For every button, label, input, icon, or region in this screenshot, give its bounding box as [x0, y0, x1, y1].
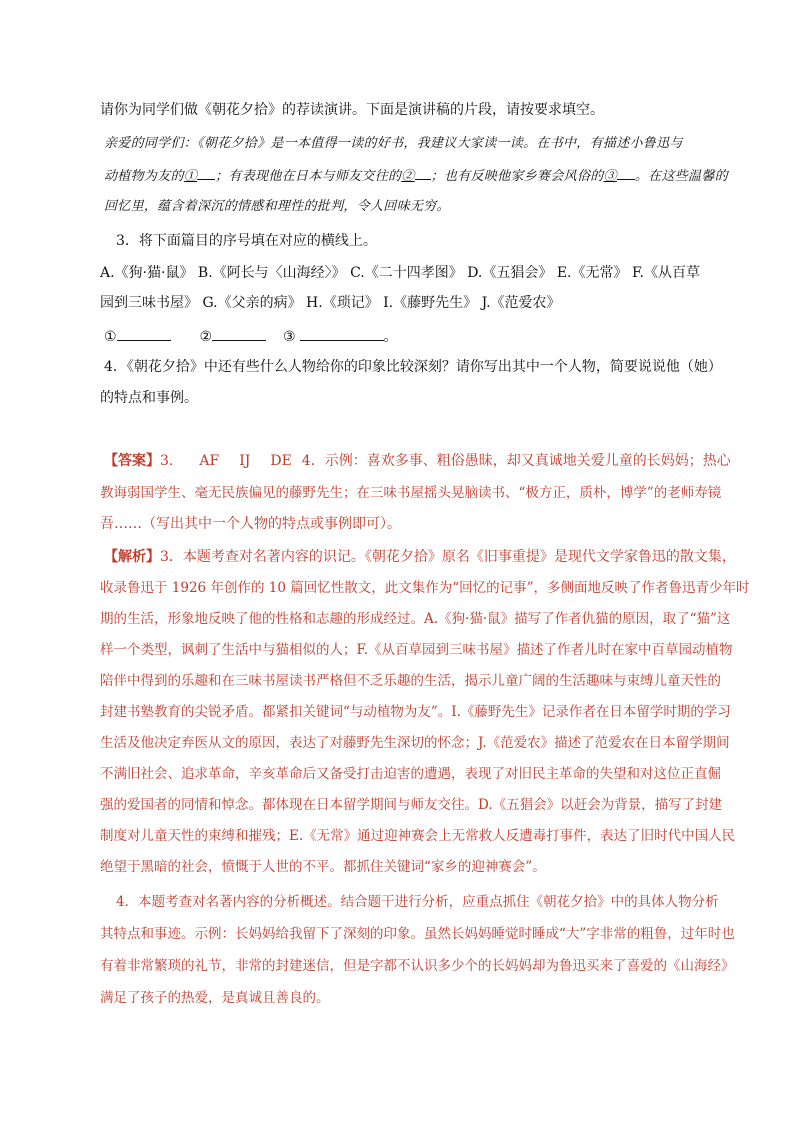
analysis-line-10: 制度对儿童天性的束缚和摧残；E.《无常》通过迎神赛会上无常救人反遭毒打事件，表达了旧时代中国人民 [100, 828, 736, 844]
answer-blank-2[interactable] [212, 326, 266, 341]
analysis-line-4: 样一个类型，讽刺了生活中与猫相似的人；F.《从百草园到三味书屋》描述了作者儿时在家中百草园动植物 [100, 642, 733, 658]
speech-text: ；有表现他在日本与师友交往的 [215, 169, 402, 184]
speech-blank-1 [197, 165, 215, 180]
question-3-blanks [104, 326, 398, 346]
analysis2-line-4: 满足了孩子的热爱，是真诚且善良的。 [100, 990, 330, 1006]
analysis-line-1 [104, 548, 736, 566]
speech-text: 动植物为友的 [104, 169, 184, 184]
question-3-options-1: A.《狗·猫·鼠》 B.《阿长与〈山海经〉》 C.《二十四孝图》 D.《五猖会》 E.《无常》 F.《从百草 [100, 265, 700, 281]
answer-2: IJ [239, 453, 251, 469]
analysis-line-8: 不满旧社会、追求革命，辛亥革命后又备受打击迫害的遭遇，表现了对旧民主革命的失望和对这位正直倔 [100, 766, 721, 782]
blank-marker-1: ① [183, 169, 198, 184]
analysis-line-3: 期的生活，形象地反映了他的性格和志趣的形成经过。A.《狗·猫·鼠》描写了作者仇猫的原因，取了“猫”这 [100, 611, 731, 627]
analysis-line-6: 封建书塾教育的尖锐矛盾。都紧扣关键词“与动植物为友”。I.《藤野先生》记录作者在日本留学时期的学习 [100, 704, 731, 720]
answer-line-1 [104, 452, 731, 470]
analysis-line-9: 强的爱国者的同情和悼念。都体现在日本留学期间与师友交往。D.《五猖会》以赶会为背景，描写了封建 [100, 797, 723, 813]
analysis2-line-3: 有着非常繁琐的礼节，非常的封建迷信，但是字都不认识多少个的长妈妈却为鲁迅买来了喜爱的《山海经》 [100, 958, 735, 974]
blank-label-1: ① [104, 329, 117, 345]
blank-label-3: ③ [282, 329, 296, 345]
blank-marker-3: ③ [603, 169, 617, 184]
analysis-line-11: 绝望于黑暗的社会，愤慨于人世的不平。都抓住关键词“家乡的迎神赛会”。 [100, 859, 546, 875]
analysis-line-7: 生活及他决定弃医从文的原因，表达了对藤野先生深切的怀念；J.《范爱农》描述了范爱农在日本留学期间 [100, 735, 730, 751]
speech-blank-2 [415, 165, 431, 180]
answer-line-3: 吾……（写出其中一个人物的特点或事例即可）。 [100, 516, 401, 532]
speech-text: ；也有反映他家乡赛会风俗的 [430, 169, 604, 184]
speech-line-1: 亲爱的同学们：《朝花夕拾》是一本值得一读的好书，我建议大家读一读。在书中，有描述小鲁迅与 [104, 136, 683, 151]
answer-4-text: 4．示例：喜欢多事、粗俗愚昧，却又真诚地关爱儿童的长妈妈；热心 [301, 453, 731, 469]
question-3-options-2: 园到三味书屋》 G.《父亲的病》 H.《琐记》 I.《藤野先生》 J.《范爱农》 [100, 295, 561, 311]
answer-blank-1[interactable] [117, 326, 171, 341]
answer-blank-3[interactable] [300, 326, 384, 341]
answer-tag: 【答案】 [104, 453, 160, 469]
question-3-title: 3．将下面篇目的序号填在对应的横线上。 [116, 233, 377, 249]
analysis2-line-1: 4．本题考查对名著内容的分析概述。结合题干进行分析，应重点抓住《朝花夕拾》中的具体人物分析 [116, 894, 719, 910]
question-4-line-2: 的特点和事例。 [100, 390, 198, 406]
blanks-end: 。 [383, 329, 398, 345]
analysis-text: 3．本题考查对名著内容的识记。《朝花夕拾》原名《旧事重提》是现代文学家鲁迅的散文集， [160, 549, 736, 565]
analysis-line-5: 陪伴中得到的乐趣和在三味书屋读书严格但不乏乐趣的生活，揭示儿童广阔的生活趣味与束缚儿童天性的 [100, 673, 721, 689]
answer-3: DE [270, 453, 292, 469]
analysis-tag: 【解析】 [104, 549, 160, 565]
analysis-line-2: 收录鲁迅于 1926 年创作的 10 篇回忆性散文，此文集作为“回忆的记事”，多侧面地反映了作者鲁迅青少年时 [100, 580, 750, 596]
answer-line-2: 教诲弱国学生、毫无民族偏见的藤野先生；在三味书屋摇头晃脑读书、“极方正，质朴，博学”的老师寿镜 [100, 485, 722, 501]
answer-1: AF [199, 453, 220, 469]
blank-label-2: ② [199, 329, 213, 345]
answer-number: 3. [160, 453, 174, 469]
speech-line-2 [104, 165, 728, 186]
intro-text: 请你为同学们做《朝花夕拾》的荐读演讲。下面是演讲稿的片段，请按要求填空。 [100, 102, 604, 118]
speech-blank-3 [617, 165, 635, 180]
analysis2-line-2: 其特点和事迹。示例：长妈妈给我留下了深刻的印象。虽然长妈妈睡觉时睡成“大”字非常的粗鲁，过年时也 [100, 926, 735, 942]
blank-marker-2: ② [401, 169, 415, 184]
question-4-line-1: 4．《朝花夕拾》中还有些什么人物给你的印象比较深刻？请你写出其中一个人物，简要说说他（她） [104, 359, 722, 375]
speech-line-3: 回忆里，蕴含着深沉的情感和理性的批判，令人回味无穷。 [104, 199, 450, 214]
speech-text: 。在这些温馨的 [634, 169, 728, 184]
